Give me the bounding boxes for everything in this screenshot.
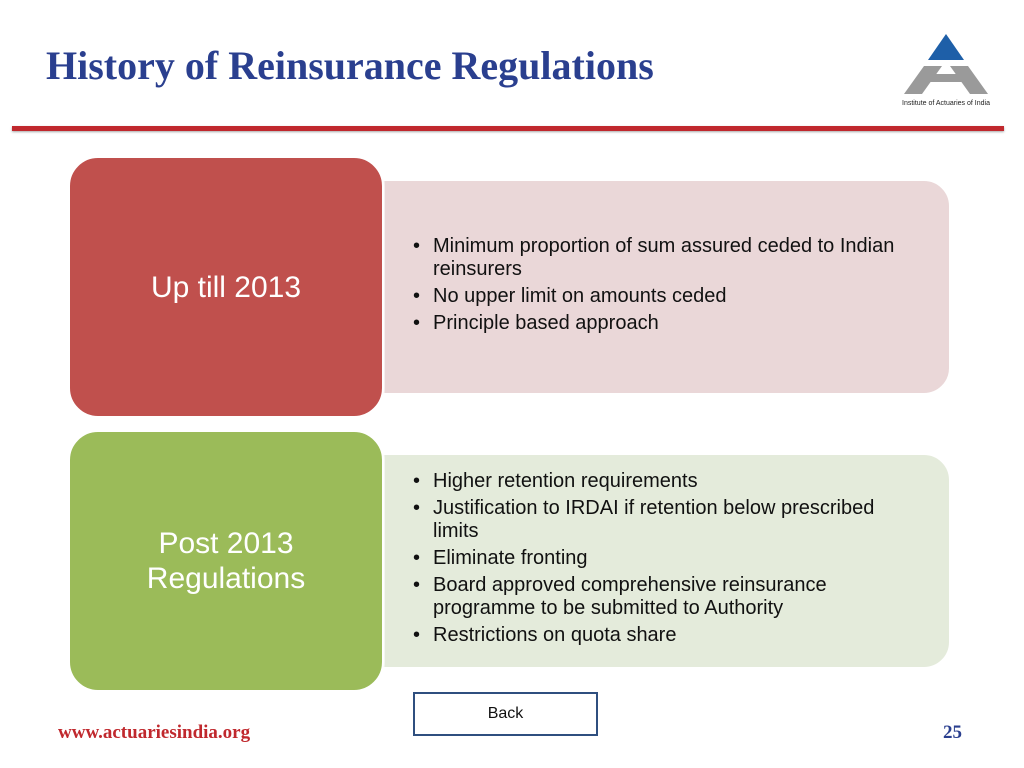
list-item: • Board approved comprehensive reinsurance programme to be submitted to Authority [409,574,909,620]
bullet-list [409,470,909,651]
list-item: • Minimum proportion of sum assured ceded to Indian reinsurers [409,235,934,281]
list-item: • Principle based approach [409,312,934,335]
logo-triangles-icon [896,30,996,100]
bullet-list [409,235,934,339]
panel-post-2013-label [68,430,384,692]
back-button[interactable]: Back [413,692,598,736]
panel-up-till-2013-label [68,156,384,418]
slide-title: History of Reinsurance Regulations [46,43,654,88]
title-divider [12,126,1004,131]
panel-label-text: Up till 2013 [150,270,302,304]
logo-caption: Institute of Actuaries of India [902,100,990,107]
list-item: • Justification to IRDAI if retention below prescribed limits [409,497,909,543]
page-number: 25 [943,722,962,743]
panel-label-text: Post 2013 Regulations [146,527,306,595]
footer-website-link[interactable]: www.actuariesindia.org [58,722,251,743]
list-item: • No upper limit on amounts ceded [409,285,934,308]
panel-up-till-2013-details [360,180,950,394]
panel-post-2013-details [360,454,950,668]
list-item: • Restrictions on quota share [409,624,909,647]
list-item: • Higher retention requirements [409,470,909,493]
list-item: • Eliminate fronting [409,547,909,570]
institute-logo [896,30,996,114]
